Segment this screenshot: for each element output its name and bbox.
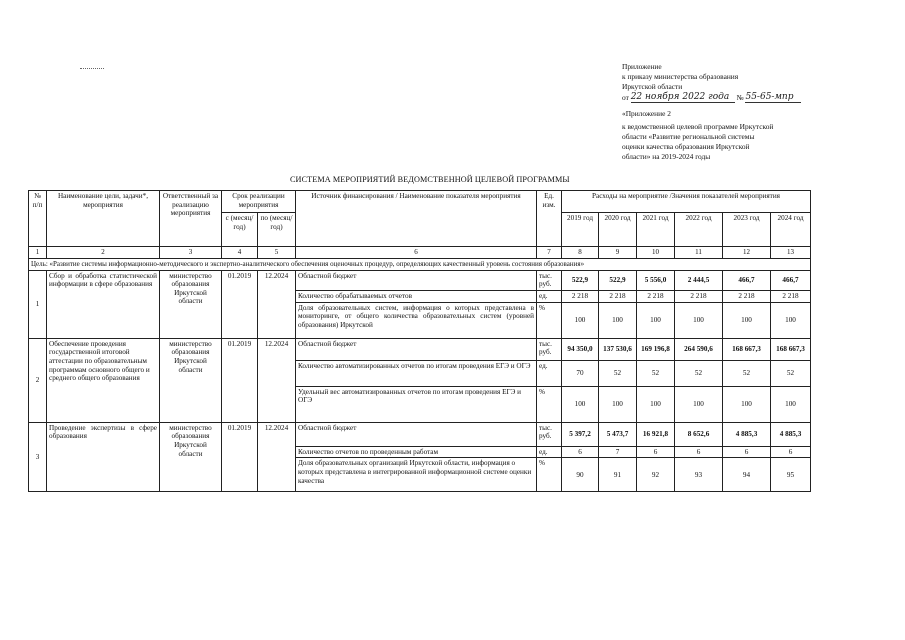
row-value: 100	[562, 386, 599, 422]
row-unit: ед.	[537, 360, 562, 386]
activity-responsible: министерство образования Иркутской области	[160, 422, 222, 492]
header-to: по (месяц/ год)	[258, 213, 296, 247]
row-value: 100	[599, 386, 637, 422]
row-value: 6	[723, 446, 771, 458]
row-value: 6	[771, 446, 811, 458]
activity-to: 12.2024	[258, 338, 296, 422]
activity-num: 3	[29, 422, 47, 492]
activity-name: Сбор и обработка статистической информации в сфере образования	[47, 270, 160, 338]
activity-responsible: министерство образования Иркутской области	[160, 270, 222, 338]
row-value: 8 652,6	[675, 422, 723, 446]
order-date-field	[631, 92, 735, 103]
header-year: 2024 год	[771, 213, 811, 247]
column-number: 11	[675, 247, 723, 259]
activity-name: Проведение экспертизы в сфере образования	[47, 422, 160, 492]
column-number: 4	[222, 247, 258, 259]
row-value: 466,7	[723, 270, 771, 290]
row-unit: %	[537, 386, 562, 422]
row-value: 168 667,3	[771, 338, 811, 360]
row-value: 6	[637, 446, 675, 458]
appendix2-line: оценки качества образования Иркутской	[622, 142, 750, 151]
appendix2-line: к ведомственной целевой программе Иркутской	[622, 122, 774, 131]
order-date-handwritten: 22 ноября 2022 года	[630, 92, 730, 102]
row-value: 94 350,0	[562, 338, 599, 360]
column-number: 2	[47, 247, 160, 259]
row-value: 5 556,0	[637, 270, 675, 290]
row-value: 4 885,3	[771, 422, 811, 446]
row-value: 137 530,6	[599, 338, 637, 360]
row-source: Доля образовательных систем, информация о которых представлена в мониторинге, от общего количества образовательных систем (уровней образования) Иркутской	[296, 302, 537, 338]
appendix-line: Иркутской области	[622, 82, 683, 91]
row-value: 16 921,8	[637, 422, 675, 446]
row-value: 522,9	[599, 270, 637, 290]
row-source: Доля образовательных организаций Иркутской области, информация о которых представлена в интегрированной информационной системе оценки качества	[296, 458, 537, 492]
row-value: 100	[723, 386, 771, 422]
row-unit: ед.	[537, 290, 562, 302]
activity-num: 1	[29, 270, 47, 338]
row-value: 52	[599, 360, 637, 386]
row-value: 90	[562, 458, 599, 492]
order-number-handwritten: 55-65-мпр	[745, 92, 794, 102]
row-value: 100	[562, 302, 599, 338]
row-unit: %	[537, 458, 562, 492]
column-number: 13	[771, 247, 811, 259]
activity-to: 12.2024	[258, 422, 296, 492]
row-value: 2 218	[637, 290, 675, 302]
row-value: 52	[637, 360, 675, 386]
row-value: 52	[771, 360, 811, 386]
row-value: 264 590,6	[675, 338, 723, 360]
column-number: 7	[537, 247, 562, 259]
row-value: 100	[675, 386, 723, 422]
row-value: 5 473,7	[599, 422, 637, 446]
activity-name: Обеспечение проведения государственной итоговой аттестации по образовательным программам основного общего и среднего общего образования	[47, 338, 160, 422]
header-year: 2021 год	[637, 213, 675, 247]
column-number: 3	[160, 247, 222, 259]
row-value: 52	[723, 360, 771, 386]
row-value: 2 218	[723, 290, 771, 302]
row-source: Удельный вес автоматизированных отчетов по итогам проведения ЕГЭ и ОГЭ	[296, 386, 537, 422]
row-value: 2 218	[771, 290, 811, 302]
row-value: 91	[599, 458, 637, 492]
row-source: Количество обрабатываемых отчетов	[296, 290, 537, 302]
row-unit: тыс. руб.	[537, 338, 562, 360]
header-num: № п/п	[29, 191, 47, 247]
column-number: 9	[599, 247, 637, 259]
appendix2-line: области «Развитие региональной системы	[622, 132, 755, 141]
row-source: Количество отчетов по проведенным работам	[296, 446, 537, 458]
row-value: 92	[637, 458, 675, 492]
appendix-line: к приказу министерства образования	[622, 72, 739, 81]
row-unit: тыс. руб.	[537, 270, 562, 290]
row-value: 522,9	[562, 270, 599, 290]
row-value: 2 444,5	[675, 270, 723, 290]
row-value: 2 218	[562, 290, 599, 302]
row-value: 100	[599, 302, 637, 338]
row-value: 100	[637, 386, 675, 422]
row-value: 6	[675, 446, 723, 458]
row-value: 95	[771, 458, 811, 492]
column-number: 1	[29, 247, 47, 259]
row-value: 6	[562, 446, 599, 458]
row-value: 94	[723, 458, 771, 492]
row-value: 100	[675, 302, 723, 338]
column-number: 8	[562, 247, 599, 259]
activity-from: 01.2019	[222, 270, 258, 338]
row-unit: %	[537, 302, 562, 338]
row-value: 2 218	[675, 290, 723, 302]
row-source: Областной бюджет	[296, 422, 537, 446]
row-value: 100	[771, 302, 811, 338]
appendix2-title: «Приложение 2	[622, 109, 671, 118]
order-number-label: №	[736, 93, 744, 102]
appendix-line: Приложение	[622, 62, 662, 71]
row-unit: тыс. руб.	[537, 422, 562, 446]
goal-row: Цель: «Развитие системы информационно-методического и экспертно-аналитического обеспечения оценочных процедур, определяющих качественный уровень состояния образования»	[29, 258, 811, 270]
header-from: с (месяц/ год)	[222, 213, 258, 247]
header-name: Наименование цели, задачи*, мероприятия	[47, 191, 160, 247]
activity-from: 01.2019	[222, 422, 258, 492]
row-source: Количество автоматизированных отчетов по итогам проведения ЕГЭ и ОГЭ	[296, 360, 537, 386]
activity-responsible: министерство образования Иркутской области	[160, 338, 222, 422]
row-value: 100	[637, 302, 675, 338]
row-value: 4 885,3	[723, 422, 771, 446]
column-number: 12	[723, 247, 771, 259]
row-value: 70	[562, 360, 599, 386]
order-line	[622, 92, 822, 103]
column-number: 6	[296, 247, 537, 259]
header-responsible: Ответственный за реализацию мероприятия	[160, 191, 222, 247]
row-value: 169 196,8	[637, 338, 675, 360]
row-value: 100	[771, 386, 811, 422]
row-unit: ед.	[537, 446, 562, 458]
appendix2-line: области» на 2019-2024 годы	[622, 152, 711, 161]
row-value: 52	[675, 360, 723, 386]
row-value: 93	[675, 458, 723, 492]
row-value: 5 397,2	[562, 422, 599, 446]
activities-table	[28, 190, 811, 492]
appendix-block	[622, 62, 822, 162]
document-title: СИСТЕМА МЕРОПРИЯТИЙ ВЕДОМСТВЕННОЙ ЦЕЛЕВОЙ ПРОГРАММЫ	[290, 175, 570, 184]
column-number: 5	[258, 247, 296, 259]
activity-from: 01.2019	[222, 338, 258, 422]
order-number-field	[745, 92, 801, 103]
column-number: 10	[637, 247, 675, 259]
header-year: 2022 год	[675, 213, 723, 247]
row-value: 100	[723, 302, 771, 338]
header-year: 2020 год	[599, 213, 637, 247]
activity-num: 2	[29, 338, 47, 422]
header-source: Источник финансирования / Наименование показателя мероприятия	[296, 191, 537, 247]
row-source: Областной бюджет	[296, 270, 537, 290]
header-year: 2023 год	[723, 213, 771, 247]
order-prefix: от	[622, 93, 629, 102]
row-source: Областной бюджет	[296, 338, 537, 360]
activity-to: 12.2024	[258, 270, 296, 338]
margin-mark	[80, 68, 104, 69]
row-value: 168 667,3	[723, 338, 771, 360]
header-unit: Ед. изм.	[537, 191, 562, 247]
header-period: Срок реализации мероприятия	[222, 191, 296, 213]
header-year: 2019 год	[562, 213, 599, 247]
row-value: 466,7	[771, 270, 811, 290]
header-expenses: Расходы на мероприятие /Значения показателей мероприятия	[562, 191, 811, 213]
row-value: 7	[599, 446, 637, 458]
row-value: 2 218	[599, 290, 637, 302]
